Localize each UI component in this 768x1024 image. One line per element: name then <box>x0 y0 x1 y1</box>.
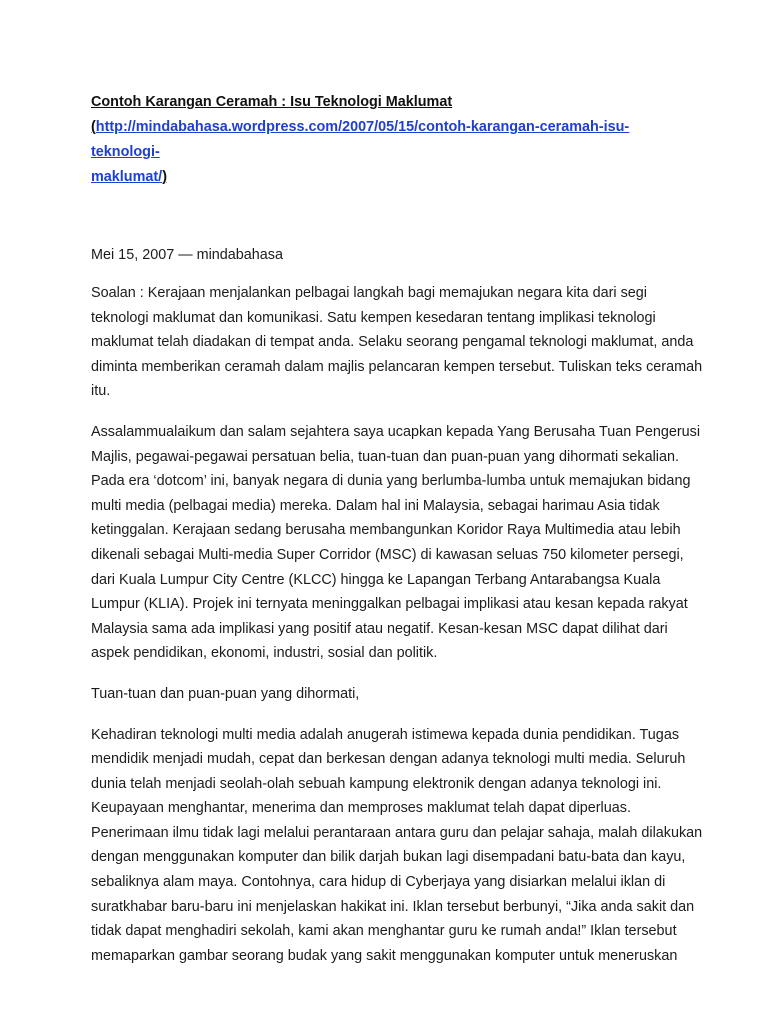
text-line: memaparkan gambar seorang budak yang sakit menggunakan komputer untuk meneruskan <box>91 947 678 964</box>
text-line: ketinggalan. Kerajaan sedang berusaha membangunkan Koridor Raya Multimedia atau lebih <box>91 522 681 539</box>
intro-paragraph <box>91 420 701 666</box>
text-line: suratkhabar baru-baru ini menjelaskan hakikat ini. Iklan tersebut berbunyi, “Jika anda sakit dan <box>91 898 695 915</box>
text-line: Kehadiran teknologi multi media adalah anugerah istimewa kepada dunia pendidikan. Tugas <box>91 726 680 743</box>
text-line: Tuan-tuan dan puan-puan yang dihormati, <box>91 685 360 702</box>
date-author-line: Mei 15, 2007 — mindabahasa <box>91 247 283 263</box>
text-line: Penerimaan ilmu tidak lagi melalui perantaraan antara guru dan pelajar sahaja, malah dilakukan <box>91 824 703 841</box>
source-url-line-2[interactable] <box>91 165 684 190</box>
open-paren: ( <box>91 119 96 135</box>
text-line: dikenali sebagai Multi-media Super Corridor (MSC) di kawasan seluas 750 kilometer persegi, <box>91 546 684 563</box>
text-line: maklumat telah diadakan di tempat anda. Selaku seorang pengamal teknologi maklumat, anda <box>91 334 694 351</box>
source-url-link-part-1[interactable]: http://mindabahasa.wordpress.com/2007/05/15/contoh-karangan-ceramah-isu-teknologi- <box>91 119 630 160</box>
body-paragraph <box>91 723 703 969</box>
title-text: Contoh Karangan Ceramah : Isu Teknologi Maklumat <box>91 94 453 110</box>
text-line: tidak dapat menghadiri sekolah, kami akan menghantar guru ke rumah anda!” Iklan tersebut <box>91 923 677 940</box>
close-paren: ) <box>162 169 167 185</box>
greeting-paragraph <box>91 682 684 707</box>
text-line: Keupayaan menghantar, menerima dan memproses maklumat telah dapat diperluas. <box>91 800 631 817</box>
text-line: sebaliknya alam maya. Contohnya, cara hidup di Cyberjaya yang disiarkan melalui iklan di <box>91 874 666 891</box>
text-line: Pada era ‘dotcom’ ini, banyak negara di dunia yang berlumba-lumba untuk memajukan bidang <box>91 473 691 490</box>
text-line: dari Kuala Lumpur City Centre (KLCC) hingga ke Lapangan Terbang Antarabangsa Kuala <box>91 571 661 588</box>
document-heading <box>91 90 684 190</box>
soalan-paragraph <box>91 281 703 404</box>
text-line: dengan menggunakan komputer dan bilik darjah bukan lagi disempadani batu-bata dan kayu, <box>91 849 686 866</box>
document-title <box>91 90 684 115</box>
text-line: dunia telah menjadi seolah-olah sebuah kampung elektronik dengan adanya teknologi ini. <box>91 775 662 792</box>
text-line: multi media (pelbagai media) mereka. Dalam hal ini Malaysia, sebagai harimau Asia tidak <box>91 497 660 514</box>
text-line: Lumpur (KLIA). Projek ini ternyata meninggalkan pelbagai implikasi atau kesan kepada rakyat <box>91 596 688 613</box>
text-line: Assalammualaikum dan salam sejahtera saya ucapkan kepada Yang Berusaha Tuan Pengerusi <box>91 423 701 440</box>
text-line: Malaysia sama ada implikasi yang positif atau negatif. Kesan-kesan MSC dapat dilihat dari <box>91 620 668 637</box>
text-line: diminta memberikan ceramah dalam majlis pelancaran kempen tersebut. Tuliskan teks ceramah <box>91 358 703 375</box>
text-line: aspek pendidikan, ekonomi, industri, sosial dan politik. <box>91 645 438 662</box>
text-line: teknologi maklumat dan komunikasi. Satu kempen kesedaran tentang implikasi teknologi <box>91 309 656 326</box>
text-line: Majlis, pegawai-pegawai persatuan belia, tuan-tuan dan puan-puan yang dihormati sekalian. <box>91 448 679 465</box>
text-line: mendidik menjadi mudah, cepat dan berkesan dengan adanya teknologi multi media. Seluruh <box>91 751 686 768</box>
source-url-link-part-2[interactable]: maklumat/ <box>91 169 163 185</box>
source-url-line-1[interactable] <box>91 115 684 165</box>
text-line: Soalan : Kerajaan menjalankan pelbagai langkah bagi memajukan negara kita dari segi <box>91 285 648 301</box>
text-line: itu. <box>91 383 111 400</box>
